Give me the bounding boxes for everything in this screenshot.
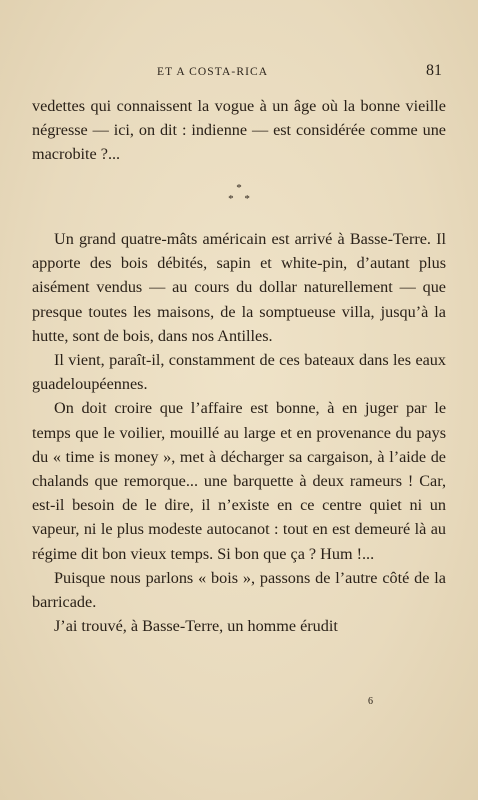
page-header — [32, 60, 448, 84]
paragraph: Puisque nous parlons « bois », passons de l’autre côté de la barricade. — [32, 568, 446, 612]
section-break-asterism — [0, 183, 478, 205]
asterism-top: * — [236, 182, 242, 194]
paragraph: vedettes qui connaissent la vogue à un âge où la bonne vieille négresse — ici, on dit : indienne — est considérée comme une macrobite ?... — [32, 97, 446, 164]
printer-signature-mark: 6 — [368, 696, 373, 707]
text-block-main — [32, 227, 446, 638]
asterism-bottom: * * — [228, 193, 250, 205]
running-title: ET A COSTA-RICA — [157, 66, 269, 78]
paragraph: Il vient, paraît-il, constamment de ces bateaux dans les eaux guadeloupéennes. — [32, 351, 446, 394]
page-number: 81 — [426, 62, 442, 79]
paragraph: On doit croire que l’affaire est bonne, à en juger par le temps que le voilier, mouillé au large et en provenance du pays du « time is money », met à décharger sa cargaison, à l’aide de chalands que remorque... une barquette à deux rameurs ! Car, est-il besoin de le dire, il n’existe en ce centre quiet ni un vapeur, ni le plus modeste autocanot : tout en est demeuré là au régime dit bon vieux temps. Si bon que ça ? Hum !... — [32, 399, 446, 563]
paragraph: J’ai trouvé, à Basse-Terre, un homme érudit — [54, 617, 338, 636]
text-block-opening — [32, 94, 446, 167]
paragraph: Un grand quatre-mâts américain est arrivé à Basse-Terre. Il apporte des bois débités, sapin et white-pin, d’autant plus aisément vendus — au cours du dollar naturellement — que presque toutes les maisons, de la somptueuse villa, jusqu’à la hutte, sont de bois, dans nos Antilles. — [32, 230, 446, 345]
